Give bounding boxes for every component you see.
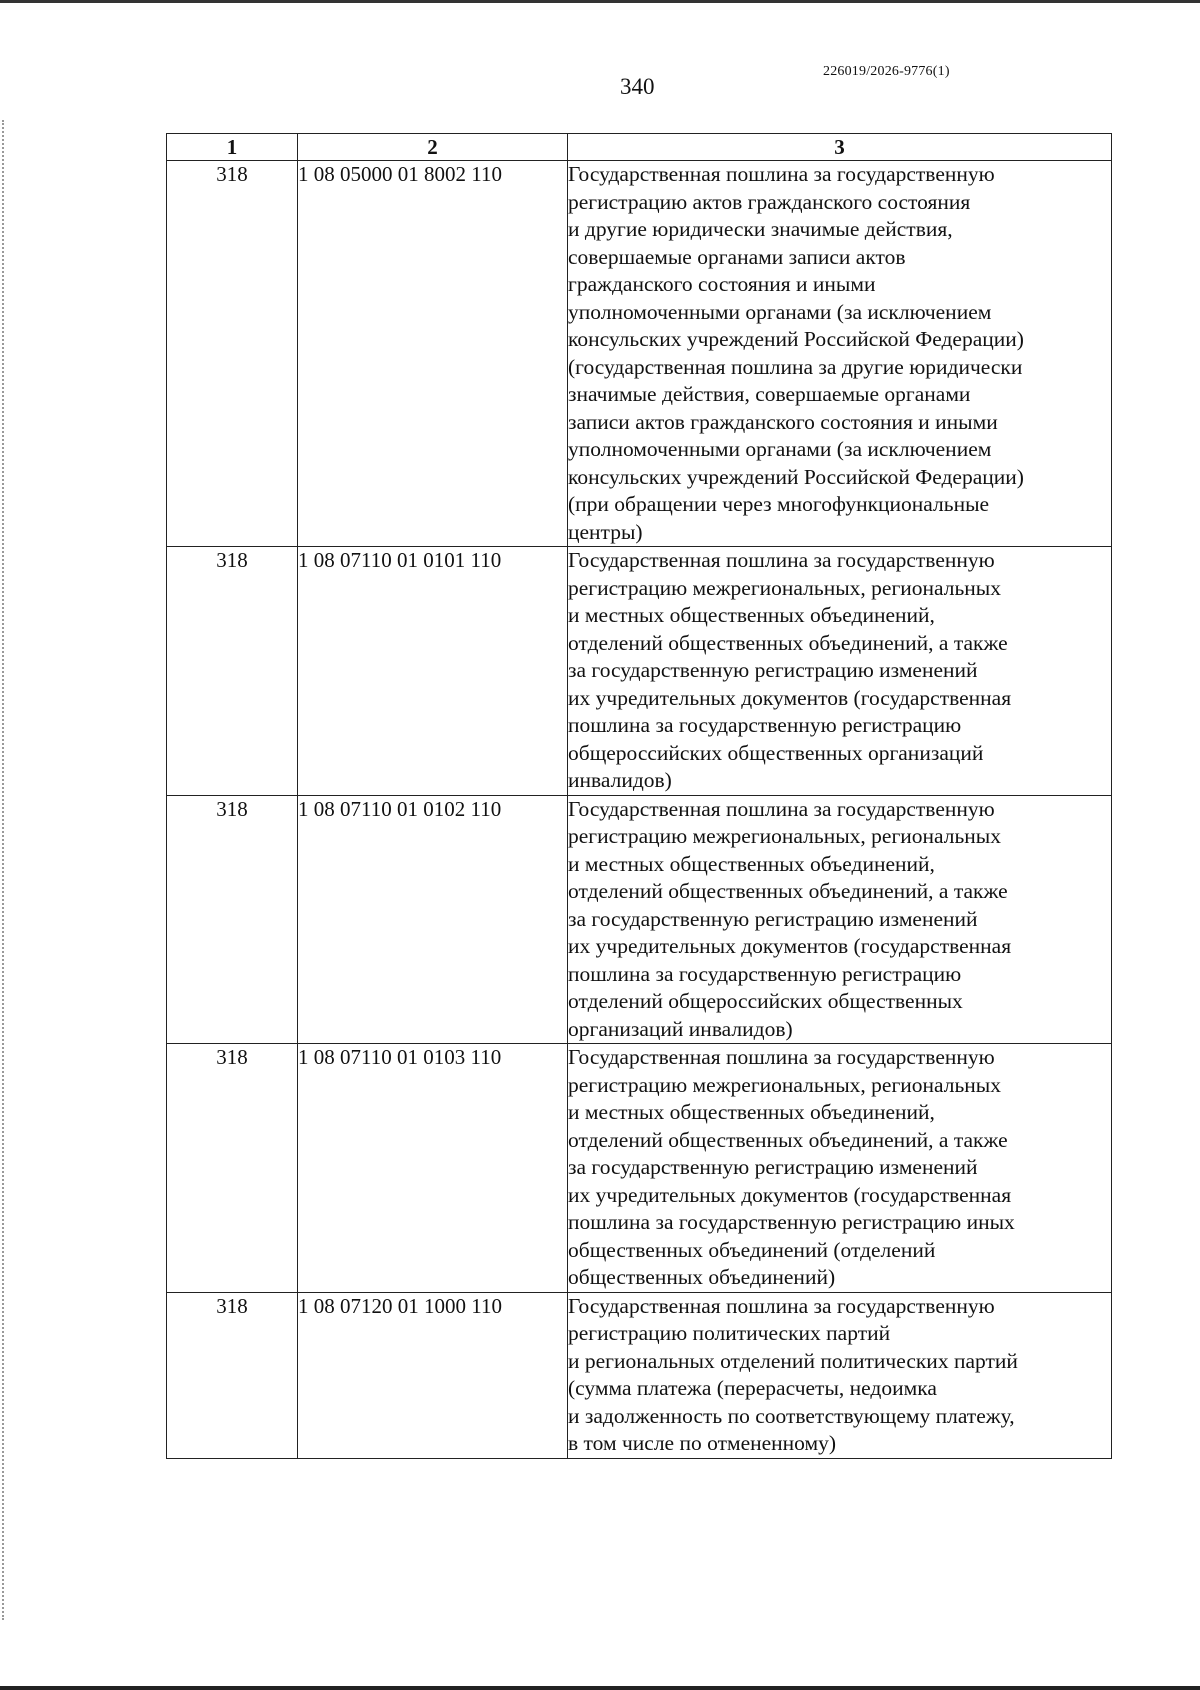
admin-code-cell: 318 bbox=[167, 161, 298, 547]
description-line: общероссийских общественных организаций bbox=[568, 740, 984, 765]
top-edge-rule bbox=[0, 0, 1200, 3]
description-line: и местных общественных объединений, bbox=[568, 603, 935, 627]
left-scan-edge bbox=[2, 120, 6, 1620]
description-line: и региональных отделений политических партий bbox=[568, 1348, 1018, 1373]
description-line: уполномоченными органами (за исключением bbox=[568, 437, 992, 461]
description-line: общественных объединений) bbox=[568, 1265, 836, 1289]
description-line: отделений общероссийских общественных bbox=[568, 989, 963, 1013]
description-line: гражданского состояния и иными bbox=[568, 272, 876, 296]
description-line: (государственная пошлина за другие юридически bbox=[568, 354, 1023, 379]
description-line: Государственная пошлина за государственную bbox=[568, 796, 995, 821]
description-cell bbox=[568, 1292, 1112, 1458]
budget-codes-table bbox=[166, 133, 1112, 1459]
description-line: их учредительных документов (государственная bbox=[568, 1182, 1012, 1207]
description-cell bbox=[568, 795, 1112, 1044]
description-line: пошлина за государственную регистрацию bbox=[568, 961, 962, 986]
description-line: регистрацию межрегиональных, региональных bbox=[568, 1072, 1001, 1097]
description-line: (при обращении через многофункциональные bbox=[568, 492, 990, 516]
description-line: их учредительных документов (государственная bbox=[568, 685, 1012, 710]
description-line: организаций инвалидов) bbox=[568, 1016, 793, 1041]
budget-code-cell: 1 08 07110 01 0101 110 bbox=[298, 547, 568, 796]
description-line: центры) bbox=[568, 519, 643, 544]
description-cell bbox=[568, 161, 1112, 547]
admin-code-cell: 318 bbox=[167, 1044, 298, 1293]
description-line: уполномоченными органами (за исключением bbox=[568, 299, 992, 324]
column-header-3: 3 bbox=[568, 134, 1112, 161]
description-line: записи актов гражданского состояния и иными bbox=[568, 409, 998, 434]
table-header-row bbox=[167, 134, 1112, 161]
table-row bbox=[167, 1292, 1112, 1458]
description-line: и местных общественных объединений, bbox=[568, 851, 935, 876]
description-cell bbox=[568, 547, 1112, 796]
description-line: Государственная пошлина за государственную bbox=[568, 548, 995, 572]
description-line: совершаемые органами записи актов bbox=[568, 244, 906, 269]
budget-code-cell: 1 08 07110 01 0102 110 bbox=[298, 795, 568, 1044]
description-line: (сумма платежа (перерасчеты, недоимка bbox=[568, 1376, 937, 1400]
bottom-edge-rule bbox=[0, 1686, 1200, 1690]
description-line: отделений общественных объединений, а также bbox=[568, 630, 1008, 655]
budget-code-cell: 1 08 05000 01 8002 110 bbox=[298, 161, 568, 547]
description-line: регистрацию политических партий bbox=[568, 1321, 891, 1345]
description-line: Государственная пошлина за государственную bbox=[568, 1045, 995, 1069]
description-line: пошлина за государственную регистрацию bbox=[568, 713, 962, 737]
page-number: 340 bbox=[620, 74, 655, 99]
admin-code-cell: 318 bbox=[167, 795, 298, 1044]
description-line: Государственная пошлина за государственную bbox=[568, 1293, 995, 1318]
description-line: консульских учреждений Российской Федерации) bbox=[568, 464, 1024, 489]
description-line: общественных объединений (отделений bbox=[568, 1237, 936, 1262]
description-line: пошлина за государственную регистрацию иных bbox=[568, 1210, 1015, 1234]
description-line: инвалидов) bbox=[568, 768, 672, 792]
description-line: отделений общественных объединений, а также bbox=[568, 879, 1008, 903]
column-header-1: 1 bbox=[167, 134, 298, 161]
description-line: регистрацию межрегиональных, региональных bbox=[568, 575, 1001, 600]
document-id: 226019/2026-9776(1) bbox=[823, 64, 950, 79]
description-line: консульских учреждений Российской Федерации) bbox=[568, 327, 1024, 351]
description-line: за государственную регистрацию изменений bbox=[568, 1155, 978, 1179]
description-line: регистрацию актов гражданского состояния bbox=[568, 189, 971, 214]
budget-code-cell: 1 08 07110 01 0103 110 bbox=[298, 1044, 568, 1293]
table-row bbox=[167, 547, 1112, 796]
description-line: регистрацию межрегиональных, региональных bbox=[568, 824, 1001, 848]
description-cell bbox=[568, 1044, 1112, 1293]
table-body bbox=[167, 161, 1112, 1459]
table-row bbox=[167, 1044, 1112, 1293]
description-line: в том числе по отмененному) bbox=[568, 1431, 837, 1455]
description-line: за государственную регистрацию изменений bbox=[568, 658, 978, 682]
budget-code-cell: 1 08 07120 01 1000 110 bbox=[298, 1292, 568, 1458]
description-line: отделений общественных объединений, а также bbox=[568, 1127, 1008, 1152]
description-line: и задолженность по соответствующему платежу, bbox=[568, 1403, 1015, 1428]
table-row bbox=[167, 795, 1112, 1044]
description-line: за государственную регистрацию изменений bbox=[568, 906, 978, 931]
description-line: Государственная пошлина за государственную bbox=[568, 162, 995, 186]
description-line: и местных общественных объединений, bbox=[568, 1100, 935, 1124]
admin-code-cell: 318 bbox=[167, 1292, 298, 1458]
description-line: и другие юридически значимые действия, bbox=[568, 217, 953, 241]
admin-code-cell: 318 bbox=[167, 547, 298, 796]
description-line: их учредительных документов (государственная bbox=[568, 934, 1012, 958]
table-row bbox=[167, 161, 1112, 547]
description-line: значимые действия, совершаемые органами bbox=[568, 382, 971, 406]
column-header-2: 2 bbox=[298, 134, 568, 161]
